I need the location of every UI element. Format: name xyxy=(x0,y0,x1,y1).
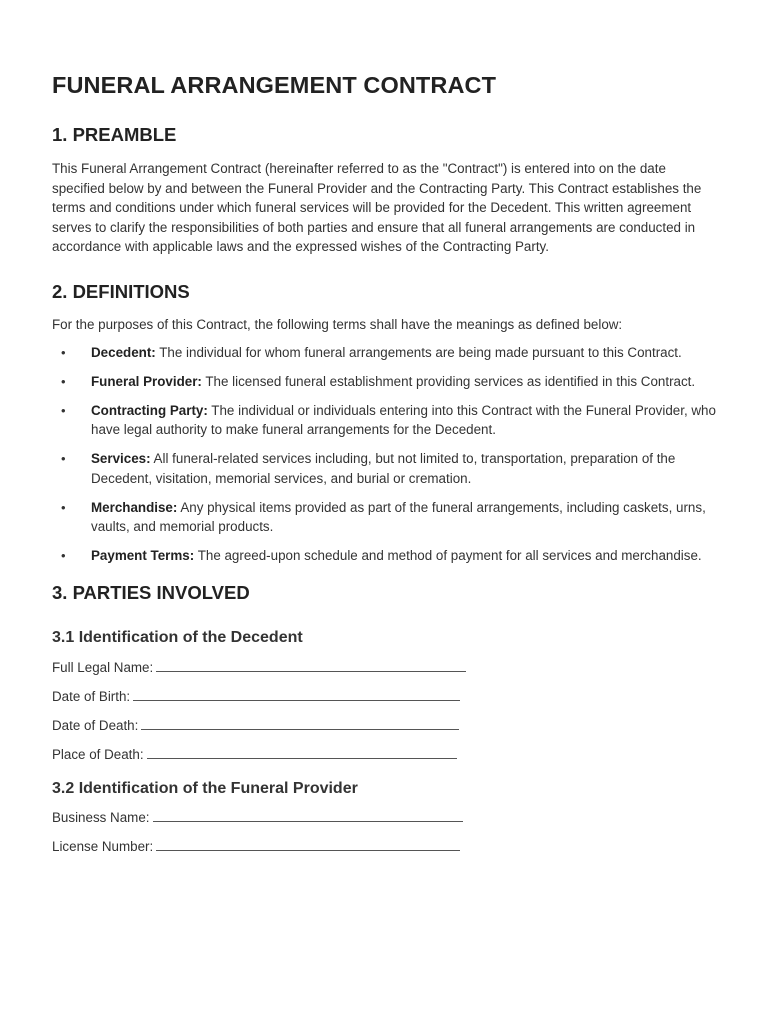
license-number-input[interactable] xyxy=(156,838,460,851)
document-title: FUNERAL ARRANGEMENT CONTRACT xyxy=(52,72,497,98)
definition-item-funeral-provider xyxy=(52,372,722,392)
definition-term: Contracting Party: xyxy=(91,402,208,418)
preamble-text: This Funeral Arrangement Contract (hereinafter referred to as the "Contract") is entered into on the date specified below by and between the Funeral Provider and the Contracting Party. This Contract establishes the terms and conditions under which funeral services will be provided for the Decedent. This written agreement serves to clarify the responsibilities of both parties and ensure that all funeral arrangements are conducted in accordance with applicable laws and the expressed wishes of the Contracting Party. xyxy=(52,161,702,254)
definition-term: Decedent: xyxy=(91,345,156,360)
field-business-name xyxy=(52,808,722,827)
decedent-fields xyxy=(52,658,722,764)
bullet-icon: • xyxy=(61,345,66,360)
bullet-icon: • xyxy=(61,499,66,515)
definition-item-services xyxy=(52,449,722,488)
definition-term: Funeral Provider: xyxy=(91,373,202,389)
preamble-heading: 1. PREAMBLE xyxy=(52,124,177,145)
provider-fields xyxy=(52,808,722,856)
definition-text: The licensed funeral establishment providing services as identified in this Contract. xyxy=(205,373,696,389)
definition-text: Any physical items provided as part of the funeral arrangements, including caskets, urns, vaults, and memorial products. xyxy=(91,499,706,535)
field-date-of-death xyxy=(52,716,722,735)
bullet-icon: • xyxy=(61,451,66,467)
definition-item-merchandise xyxy=(52,498,722,537)
field-license-number xyxy=(52,837,722,856)
definition-item-contracting-party xyxy=(52,401,722,440)
definition-term: Payment Terms: xyxy=(91,547,195,563)
field-date-of-birth xyxy=(52,687,722,706)
definition-text: The individual or individuals entering into this Contract with the Funeral Provider, who have legal authority to make funeral arrangements for the Decedent. xyxy=(91,402,716,438)
bullet-icon: • xyxy=(61,373,66,389)
field-label: License Number: xyxy=(52,839,154,855)
place-of-death-input[interactable] xyxy=(147,746,457,759)
definition-text: The agreed-upon schedule and method of payment for all services and merchandise. xyxy=(197,547,702,563)
provider-subheading: 3.2 Identification of the Funeral Provider xyxy=(52,780,358,798)
field-full-legal-name xyxy=(52,658,722,677)
definitions-list xyxy=(52,343,722,565)
definition-text: The individual for whom funeral arrangements are being made pursuant to this Contract. xyxy=(159,345,682,360)
document-page xyxy=(52,70,722,866)
field-label: Date of Birth: xyxy=(52,689,131,705)
bullet-icon: • xyxy=(61,402,66,418)
decedent-subheading: 3.1 Identification of the Decedent xyxy=(52,629,303,647)
definition-item-decedent xyxy=(52,343,722,363)
definition-item-payment-terms xyxy=(52,546,722,566)
field-label: Full Legal Name: xyxy=(52,660,154,676)
field-label: Business Name: xyxy=(52,810,150,826)
full-legal-name-input[interactable] xyxy=(156,659,466,672)
date-of-death-input[interactable] xyxy=(141,717,459,730)
definition-term: Services: xyxy=(91,451,151,467)
date-of-birth-input[interactable] xyxy=(133,688,460,701)
definitions-intro: For the purposes of this Contract, the following terms shall have the meanings as defined below: xyxy=(52,316,623,332)
definition-term: Merchandise: xyxy=(91,499,178,515)
definition-text: All funeral-related services including, but not limited to, transportation, preparation of the Decedent, visitation, memorial services, and burial or cremation. xyxy=(91,451,676,486)
field-label: Place of Death: xyxy=(52,747,144,763)
parties-heading: 3. PARTIES INVOLVED xyxy=(52,582,250,604)
business-name-input[interactable] xyxy=(153,809,463,822)
field-place-of-death xyxy=(52,745,722,764)
field-label: Date of Death: xyxy=(52,718,139,734)
bullet-icon: • xyxy=(61,547,66,563)
definitions-heading: 2. DEFINITIONS xyxy=(52,280,190,302)
